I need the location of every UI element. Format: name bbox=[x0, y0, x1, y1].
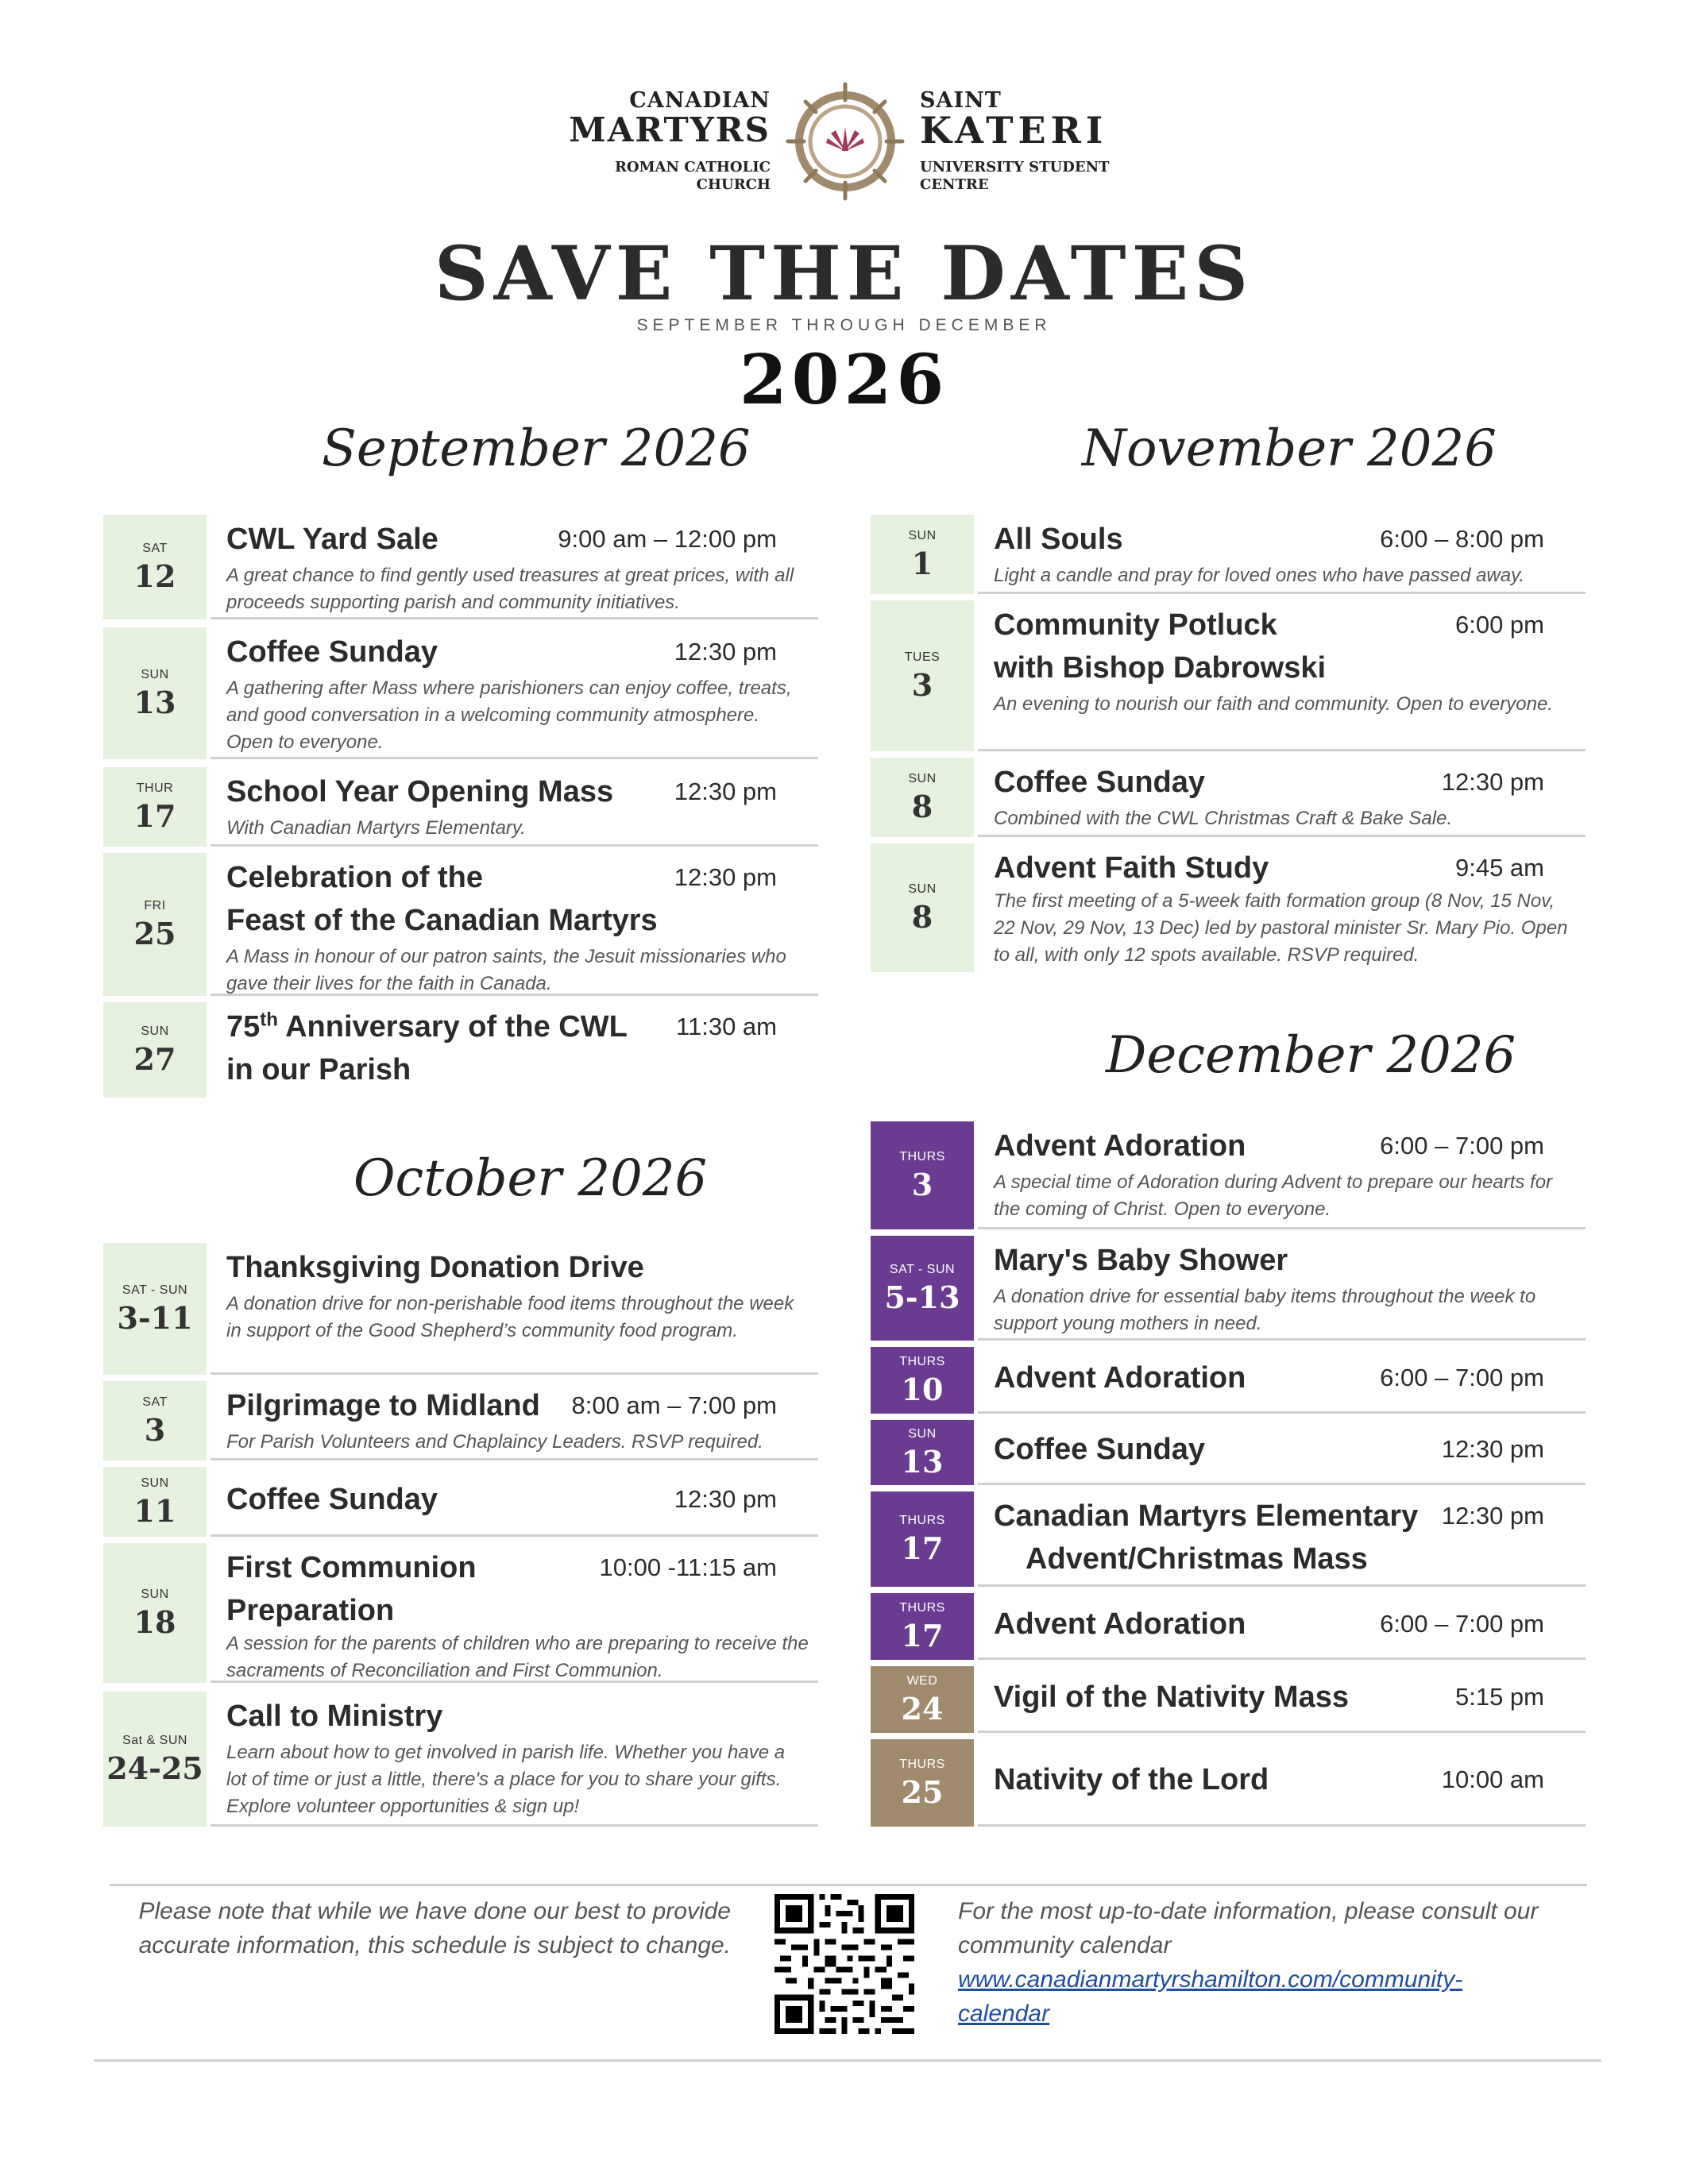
event-time: 5:15 pm bbox=[1454, 1683, 1544, 1711]
weekday-label: THURS bbox=[899, 1758, 945, 1771]
event-title: Nativity of the Lord bbox=[994, 1763, 1269, 1796]
logo-saint-kateri bbox=[920, 89, 1238, 194]
weekday-label: SUN bbox=[908, 529, 937, 542]
date-box bbox=[871, 1121, 974, 1229]
date-box bbox=[103, 767, 207, 847]
event-row bbox=[103, 1381, 818, 1461]
event-title-text: Anniversary of the CWL bbox=[277, 1010, 628, 1044]
event-time: 11:30 am bbox=[676, 1013, 777, 1040]
calendar-link[interactable]: www.canadianmartyrshamilton.com/community- bbox=[958, 1966, 1463, 1993]
logo-line: CHURCH bbox=[696, 176, 771, 193]
date-number: 5-13 bbox=[884, 1279, 960, 1315]
date-box bbox=[871, 600, 974, 751]
page-year: 2026 bbox=[739, 340, 949, 420]
event-time: 6:00 – 8:00 pm bbox=[1380, 525, 1544, 553]
page-title: SAVE THE DATES bbox=[434, 230, 1254, 318]
logo-line: CANADIAN bbox=[629, 88, 771, 113]
date-box bbox=[103, 627, 207, 759]
event-time: 6:00 – 7:00 pm bbox=[1380, 1610, 1544, 1638]
logo-line: UNIVERSITY STUDENT bbox=[920, 159, 1110, 176]
date-number: 27 bbox=[133, 1041, 176, 1077]
logo-line: ROMAN CATHOLIC bbox=[614, 159, 771, 176]
weekday-label: SAT - SUN bbox=[889, 1263, 956, 1276]
event-time: 9:00 am – 12:00 pm bbox=[558, 525, 777, 553]
event-title: Vigil of the Nativity Mass bbox=[994, 1680, 1349, 1714]
event-time: 6:00 pm bbox=[1454, 611, 1544, 639]
date-number: 3 bbox=[144, 1412, 166, 1448]
event-row bbox=[871, 1121, 1586, 1229]
date-box bbox=[103, 1381, 207, 1461]
event-title: Coffee Sunday bbox=[994, 1433, 1206, 1466]
event-row bbox=[871, 1593, 1586, 1660]
event-description: A donation drive for essential baby items throughout the week to support young mothers in need. bbox=[994, 1286, 1536, 1334]
event-description: A special time of Adoration during Advent to prepare our hearts for the coming of Christ. Open to everyone. bbox=[994, 1171, 1553, 1220]
event-title-line2: Advent/Christmas Mass bbox=[1026, 1542, 1368, 1576]
weekday-label: THURS bbox=[899, 1514, 945, 1527]
date-box bbox=[871, 1666, 974, 1733]
date-number: 13 bbox=[133, 685, 176, 720]
event-time: 12:30 pm bbox=[674, 778, 777, 805]
date-number: 3 bbox=[911, 667, 933, 703]
weekday-label: WED bbox=[906, 1674, 938, 1688]
month-heading-october: October 2026 bbox=[353, 1149, 708, 1208]
event-title bbox=[226, 1005, 628, 1048]
footer-divider bbox=[110, 1884, 1587, 1886]
event-title: Advent Adoration bbox=[994, 1129, 1246, 1163]
crown-of-thorns-icon bbox=[782, 78, 909, 205]
event-time: 12:30 pm bbox=[1441, 1502, 1544, 1530]
event-row bbox=[103, 1692, 818, 1827]
event-time: 10:00 am bbox=[1441, 1765, 1544, 1793]
date-number: 17 bbox=[901, 1618, 944, 1653]
weekday-label: SAT - SUN bbox=[122, 1283, 188, 1297]
event-title: First Communion bbox=[226, 1551, 477, 1584]
event-title-line2: in our Parish bbox=[226, 1053, 411, 1086]
date-number: 1 bbox=[911, 546, 933, 581]
date-box bbox=[103, 515, 207, 619]
date-number: 3 bbox=[911, 1167, 933, 1202]
month-heading-september: September 2026 bbox=[322, 419, 751, 478]
page-subtitle: SEPTEMBER THROUGH DECEMBER bbox=[636, 316, 1052, 334]
event-row bbox=[871, 1236, 1586, 1341]
event-title: CWL Yard Sale bbox=[226, 523, 438, 556]
logo-line: CENTRE bbox=[920, 176, 989, 193]
weekday-label: SUN bbox=[141, 1588, 169, 1601]
weekday-label: THURS bbox=[899, 1601, 945, 1615]
month-heading-december: December 2026 bbox=[1106, 1026, 1516, 1085]
event-row bbox=[103, 767, 818, 847]
date-number: 18 bbox=[133, 1604, 176, 1640]
event-description: A great chance to find gently used treasures at great prices, with all proceeds supporting parish and community initiatives. bbox=[226, 565, 794, 613]
date-box bbox=[103, 1243, 207, 1375]
date-box bbox=[871, 1347, 974, 1414]
event-title: Community Potluck bbox=[994, 608, 1277, 642]
event-title: Thanksgiving Donation Drive bbox=[226, 1251, 644, 1284]
date-number: 8 bbox=[911, 789, 933, 824]
logo-line: SAINT bbox=[920, 88, 1002, 113]
event-row bbox=[871, 515, 1586, 594]
event-title: Coffee Sunday bbox=[226, 635, 438, 669]
event-row bbox=[103, 1543, 818, 1683]
event-title: All Souls bbox=[994, 523, 1123, 556]
weekday-label: SUN bbox=[141, 1476, 169, 1490]
event-row bbox=[103, 627, 818, 759]
event-time: 10:00 -11:15 am bbox=[599, 1553, 777, 1581]
event-title-line2: Preparation bbox=[226, 1594, 395, 1627]
event-row bbox=[103, 1243, 818, 1375]
event-title-line2: with Bishop Dabrowski bbox=[994, 651, 1327, 685]
event-row bbox=[871, 1666, 1586, 1733]
event-row bbox=[103, 1467, 818, 1537]
qr-code-icon[interactable] bbox=[774, 1894, 914, 2034]
event-title: Mary's Baby Shower bbox=[994, 1244, 1288, 1277]
event-description: Light a candle and pray for loved ones who have passed away. bbox=[994, 565, 1524, 586]
date-box bbox=[103, 1002, 207, 1098]
event-time: 12:30 pm bbox=[674, 638, 777, 666]
event-description: An evening to nourish our faith and community. Open to everyone. bbox=[994, 693, 1553, 715]
event-time: 12:30 pm bbox=[674, 863, 777, 891]
weekday-label: FRI bbox=[144, 899, 166, 913]
month-heading-november: November 2026 bbox=[1082, 419, 1497, 478]
date-number: 10 bbox=[901, 1372, 944, 1407]
weekday-label: THURS bbox=[899, 1355, 945, 1368]
weekday-label: Sat & SUN bbox=[122, 1734, 187, 1747]
event-description: With Canadian Martyrs Elementary. bbox=[226, 817, 526, 839]
event-description: A gathering after Mass where parishioners can enjoy coffee, treats, and good conversation in a welcoming community atmosphere. Open to everyone. bbox=[226, 677, 792, 753]
event-row bbox=[871, 1420, 1586, 1485]
event-time: 6:00 – 7:00 pm bbox=[1380, 1364, 1544, 1391]
weekday-label: SAT bbox=[142, 542, 168, 555]
event-title-line2: Feast of the Canadian Martyrs bbox=[226, 904, 658, 937]
event-row bbox=[103, 1002, 818, 1098]
date-number: 12 bbox=[133, 558, 176, 594]
weekday-label: THUR bbox=[136, 781, 174, 795]
event-description: For Parish Volunteers and Chaplaincy Leaders. RSVP required. bbox=[226, 1431, 763, 1453]
weekday-label: TUES bbox=[904, 650, 941, 664]
date-box bbox=[103, 1543, 207, 1683]
date-number: 13 bbox=[901, 1444, 944, 1480]
event-title: Pilgrimage to Midland bbox=[226, 1389, 540, 1422]
event-description: A donation drive for non-perishable food items throughout the week in support of the Good Shepherd’s community food program. bbox=[226, 1293, 794, 1341]
event-description: Learn about how to get involved in parish life. Whether you have a lot of time or just a little, there's a place for you to share your gifts. Explore volunteer opportunities & sign up! bbox=[226, 1742, 786, 1817]
calendar-link-continued[interactable]: calendar bbox=[958, 2001, 1050, 2027]
weekday-label: SUN bbox=[141, 668, 169, 681]
date-number: 11 bbox=[133, 1493, 176, 1529]
weekday-label: SAT bbox=[142, 1395, 168, 1409]
date-number: 17 bbox=[901, 1530, 944, 1566]
date-box bbox=[871, 1491, 974, 1587]
event-title-number: 75 bbox=[226, 1010, 261, 1044]
date-box bbox=[103, 853, 207, 996]
calendar-note bbox=[958, 1894, 1578, 2031]
event-row bbox=[103, 853, 818, 996]
event-title: Coffee Sunday bbox=[226, 1483, 438, 1516]
event-row bbox=[871, 843, 1586, 972]
event-time: 12:30 pm bbox=[1441, 1435, 1544, 1463]
event-description: A Mass in honour of our patron saints, the Jesuit missionaries who gave their lives for the faith in Canada. bbox=[226, 946, 786, 994]
event-time: 8:00 am – 7:00 pm bbox=[571, 1391, 777, 1419]
date-box bbox=[871, 758, 974, 837]
logo-canadian-martyrs bbox=[477, 89, 771, 194]
event-title: Canadian Martyrs Elementary bbox=[994, 1499, 1419, 1533]
date-number: 25 bbox=[133, 916, 176, 951]
bottom-divider bbox=[94, 2059, 1601, 2062]
date-box bbox=[871, 1236, 974, 1341]
event-title: Advent Adoration bbox=[994, 1607, 1246, 1641]
calendar-note-text: For the most up-to-date information, please consult our community calendar bbox=[958, 1898, 1539, 1958]
event-row bbox=[871, 1739, 1586, 1827]
weekday-label: SUN bbox=[908, 882, 937, 896]
date-number: 24 bbox=[901, 1691, 944, 1727]
event-title: School Year Opening Mass bbox=[226, 775, 614, 808]
event-time: 12:30 pm bbox=[674, 1485, 777, 1513]
event-row bbox=[871, 600, 1586, 751]
date-box bbox=[871, 843, 974, 972]
weekday-label: SUN bbox=[141, 1024, 169, 1038]
date-number: 17 bbox=[133, 798, 176, 834]
date-number: 24-25 bbox=[106, 1750, 203, 1786]
event-time: 6:00 – 7:00 pm bbox=[1380, 1132, 1544, 1160]
logo-line: MARTYRS bbox=[569, 110, 771, 149]
event-title-ordinal: th bbox=[260, 1009, 278, 1031]
date-box bbox=[871, 1739, 974, 1827]
event-title: Advent Faith Study bbox=[994, 851, 1269, 885]
event-time: 9:45 am bbox=[1454, 854, 1544, 882]
weekday-label: SUN bbox=[908, 772, 937, 785]
logo-line: KATERI bbox=[920, 109, 1108, 152]
disclaimer-note: Please note that while we have done our best to provide accurate information, this schedule is subject to change. bbox=[138, 1898, 731, 1958]
event-row bbox=[103, 515, 818, 619]
date-number: 25 bbox=[901, 1774, 944, 1810]
date-box bbox=[871, 1593, 974, 1660]
event-row bbox=[871, 1347, 1586, 1414]
event-title: Advent Adoration bbox=[994, 1361, 1246, 1395]
event-row bbox=[871, 758, 1586, 837]
event-title: Call to Ministry bbox=[226, 1700, 443, 1733]
date-box bbox=[103, 1467, 207, 1537]
event-time: 12:30 pm bbox=[1441, 768, 1544, 796]
date-box bbox=[103, 1692, 207, 1827]
date-number: 3-11 bbox=[117, 1300, 193, 1336]
event-row bbox=[871, 1491, 1586, 1587]
event-description: A session for the parents of children who are preparing to receive the sacraments of Reconciliation and First Communion. bbox=[226, 1633, 809, 1681]
date-box bbox=[871, 515, 974, 594]
date-box bbox=[871, 1420, 974, 1485]
event-description: Combined with the CWL Christmas Craft & Bake Sale. bbox=[994, 808, 1453, 829]
date-number: 8 bbox=[911, 899, 933, 935]
weekday-label: THURS bbox=[899, 1150, 945, 1163]
weekday-label: SUN bbox=[908, 1427, 937, 1441]
event-title: Celebration of the bbox=[226, 861, 484, 894]
event-description: The first meeting of a 5-week faith formation group (8 Nov, 15 Nov, 22 Nov, 29 Nov, 13 Dec) led by pastoral minister Sr. Mary Pio. Open to all, with only 12 spots available. RSVP required. bbox=[994, 890, 1568, 966]
event-title: Coffee Sunday bbox=[994, 766, 1206, 799]
